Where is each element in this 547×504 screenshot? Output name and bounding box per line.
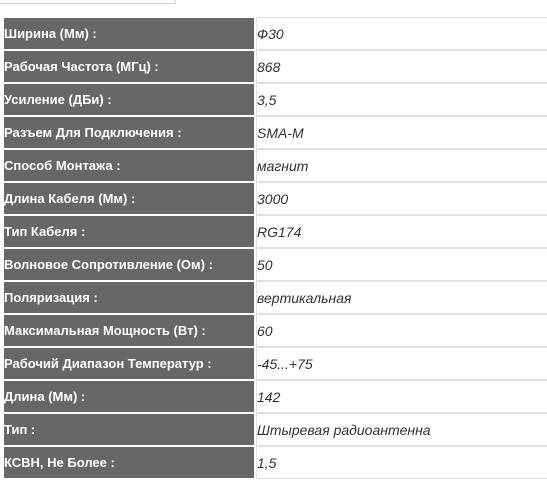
spec-value: 50: [256, 248, 547, 281]
table-row: [4, 182, 547, 215]
spec-label: Максимальная Мощность (Вт) :: [4, 314, 256, 347]
spec-value: 3,5: [256, 83, 547, 116]
spec-label: Усиление (ДБи) :: [4, 83, 256, 116]
spec-value: магнит: [256, 149, 547, 182]
spec-label: Длина (Мм) :: [4, 380, 256, 413]
table-row: [4, 314, 547, 347]
spec-label: КСВН, Не Более :: [4, 446, 256, 479]
spec-value: RG174: [256, 215, 547, 248]
spec-label: Длина Кабеля (Мм) :: [4, 182, 256, 215]
top-tab-edge: [0, 0, 176, 4]
table-row: [4, 248, 547, 281]
table-row: [4, 17, 547, 50]
table-row: [4, 50, 547, 83]
table-row: [4, 347, 547, 380]
table-row: [4, 149, 547, 182]
spec-value: 60: [256, 314, 547, 347]
spec-value: Штыревая радиоантенна: [256, 413, 547, 446]
table-row: [4, 413, 547, 446]
spec-value: Ф30: [256, 17, 547, 50]
spec-value: 142: [256, 380, 547, 413]
table-row: [4, 215, 547, 248]
spec-value: -45...+75: [256, 347, 547, 380]
spec-value: SMA-M: [256, 116, 547, 149]
spec-label: Тип Кабеля :: [4, 215, 256, 248]
spec-label: Рабочая Частота (МГц) :: [4, 50, 256, 83]
spec-label: Ширина (Мм) :: [4, 17, 256, 50]
spec-label: Тип :: [4, 413, 256, 446]
table-row: [4, 281, 547, 314]
table-row: [4, 446, 547, 479]
spec-value: 3000: [256, 182, 547, 215]
spec-value: 868: [256, 50, 547, 83]
spec-label: Разъем Для Подключения :: [4, 116, 256, 149]
table-row: [4, 380, 547, 413]
spec-label: Поляризация :: [4, 281, 256, 314]
spec-label: Волновое Сопротивление (Ом) :: [4, 248, 256, 281]
specifications-table: [4, 17, 547, 479]
spec-value: 1,5: [256, 446, 547, 479]
spec-label: Способ Монтажа :: [4, 149, 256, 182]
spec-value: вертикальная: [256, 281, 547, 314]
table-row: [4, 116, 547, 149]
table-row: [4, 83, 547, 116]
spec-label: Рабочий Диапазон Температур :: [4, 347, 256, 380]
